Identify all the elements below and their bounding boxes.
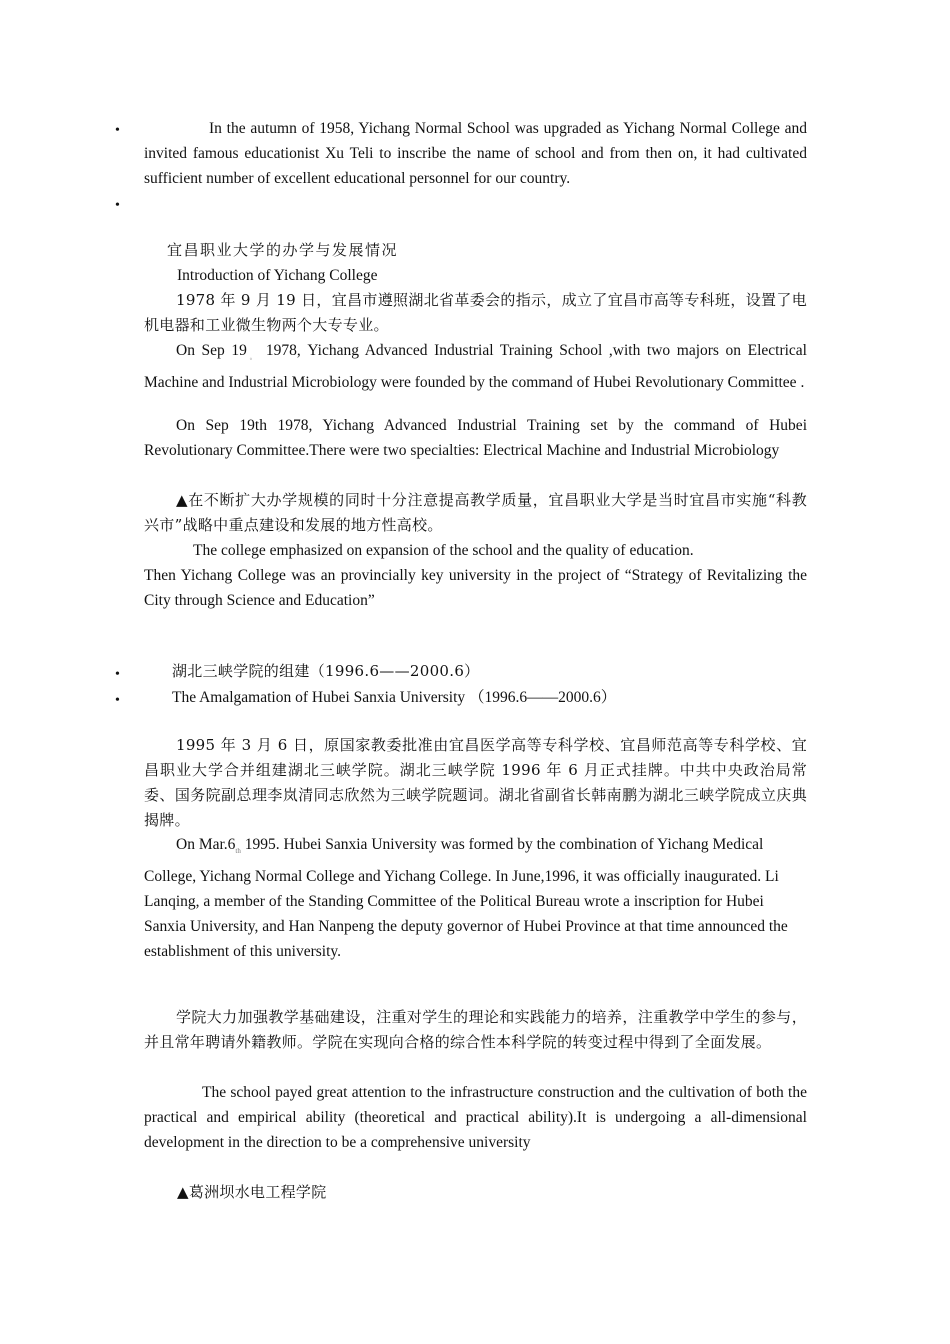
ordinal-mark: 。	[246, 353, 260, 361]
paragraph-en-key-university: Then Yichang College was an provincially key university in the project of “Strategy of Revitalizing the City through Science and Education”	[144, 567, 807, 609]
bullet-marker: •	[115, 198, 120, 213]
paragraph-en-emphasis: The college emphasized on expansion of the school and the quality of education.	[193, 542, 694, 559]
ordinal-mark: th	[235, 847, 241, 855]
paragraph-en-1978-b: On Sep 19th 1978, Yichang Advanced Industrial Training set by the command of Hubei Revolutionary Committee.There were two specialties: Electrical Machine and Industrial Microbiology	[144, 417, 807, 459]
paragraph-1958: In the autumn of 1958, Yichang Normal School was upgraded as Yichang Normal College and invited famous educationist Xu Teli to inscribe the name of school and from then on, it had cultivated sufficient number of excellent educational personnel for our country.	[144, 120, 807, 187]
paragraph-cn-1978: 1978 年 9 月 19 日，宜昌市遵照湖北省革委会的指示，成立了宜昌市高等专科班，设置了电机电器和工业微生物两个大专专业。	[144, 291, 807, 334]
paragraph-en-1978-a: On Sep $19_。$ 1978, Yichang Advanced Industrial Training School ,with two majors on Electrical Machine and Industrial Microbiology were founded by the command of Hubei Revolutionary Committee .	[144, 342, 807, 391]
section-title-cn-sanxia: 湖北三峡学院的组建（1996.6——2000.6）	[172, 662, 480, 680]
paragraph-cn-teaching: 学院大力加强教学基础建设，注重对学生的理论和实践能力的培养，注重教学中学生的参与，并且常年聘请外籍教师。学院在实现向合格的综合性本科学院的转变过程中得到了全面发展。	[144, 1008, 807, 1051]
section-title-en-college: Introduction of Yichang College	[177, 267, 378, 284]
paragraph-cn-1995: 1995 年 3 月 6 日，原国家教委批准由宜昌医学高等专科学校、宜昌师范高等专科学校、宜昌职业大学合并组建湖北三峡学院。湖北三峡学院 1996 年 6 月正式挂牌。中共中央政治局常委、国务院副总理李岚清同志欣然为三峡学院题词。湖北省副省长韩南鹏为湖北三峡学院成立庆典揭牌。	[144, 736, 807, 829]
paragraph-en-1995: On $Mar.6_{th}$ 1995. Hubei Sanxia University was formed by the combination of Yichang Medical College, Yichang Normal College and Yichang College. In June,1996, it was officially inaugurated. Li Lanqing, a member of the Standing Committee of the Political Bureau wrote a inscription for Hubei Sanxia University, and Han Nanpeng the deputy governor of Hubei Province at that time announced the establishment of this university.	[144, 836, 788, 960]
paragraph-en-teaching: The school payed great attention to the infrastructure construction and the cultivation of both the practical and empirical ability (theoretical and practical ability).It is undergoing a all-dimensional development in the direction to be a comprehensive university	[144, 1084, 807, 1151]
section-title-cn-college: 宜昌职业大学的办学与发展情况	[167, 241, 399, 259]
section-title-cn-gezhouba: ▲葛洲坝水电工程学院	[177, 1183, 327, 1201]
section-title-en-sanxia: The Amalgamation of Hubei Sanxia University （1996.6——2000.6）	[172, 689, 617, 706]
bullet-marker: •	[115, 123, 120, 138]
paragraph-cn-quality: ▲在不断扩大办学规模的同时十分注意提高教学质量，宜昌职业大学是当时宜昌市实施“科教兴市”战略中重点建设和发展的地方性高校。	[144, 491, 807, 534]
bullet-marker: •	[115, 693, 120, 708]
bullet-marker: •	[115, 667, 120, 682]
